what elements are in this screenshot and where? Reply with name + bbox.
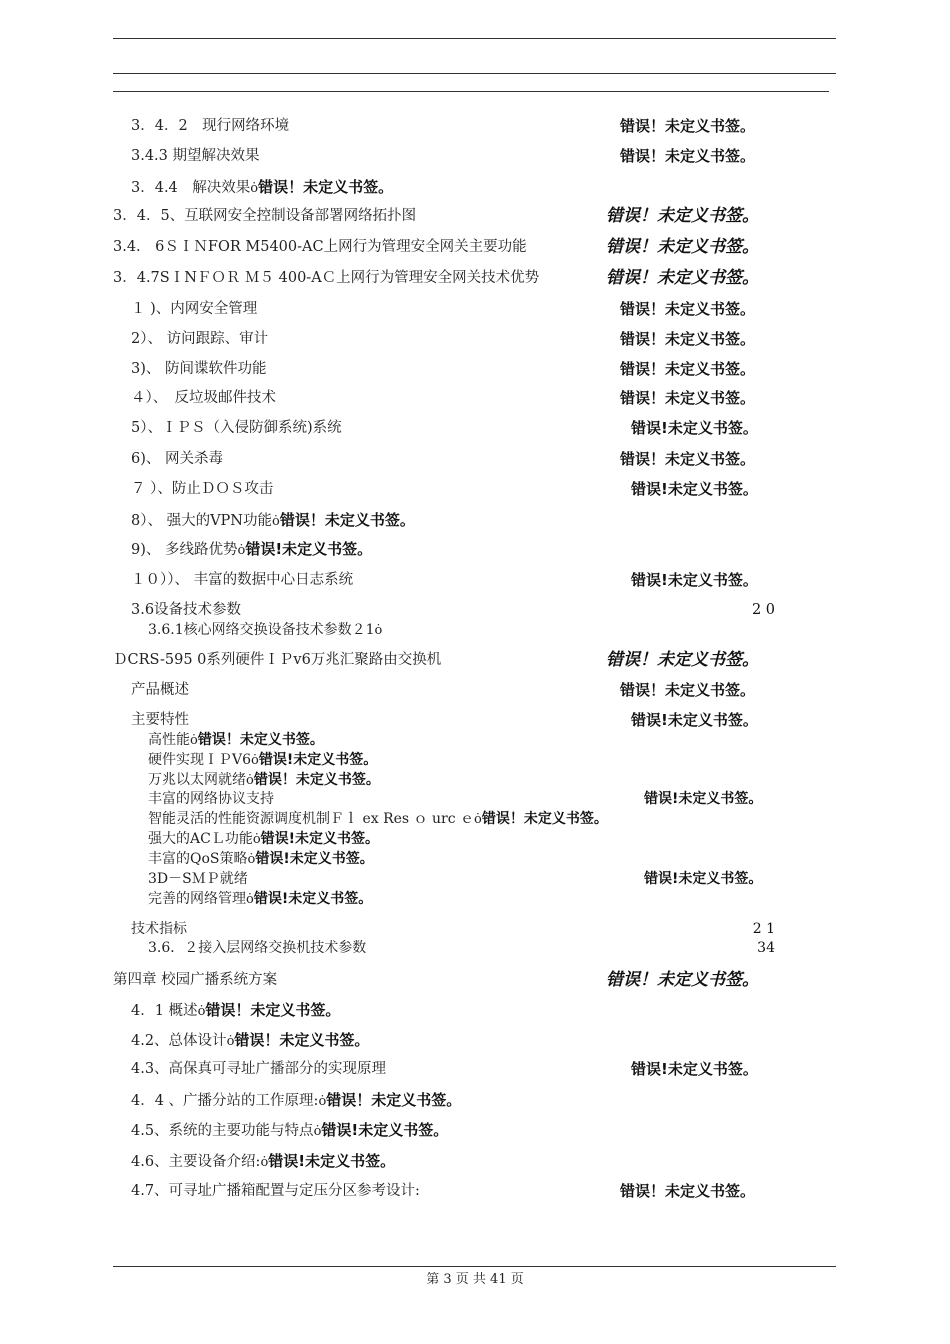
toc-entry-title: 强大的ACＬ功能ȯ错误!未定义书签。: [148, 831, 380, 847]
toc-entry-ref: 错误！未定义书签。: [253, 772, 380, 788]
toc-leader-glyph: ȯ: [250, 181, 259, 196]
toc-entry-ref: 错误！未定义书签。: [620, 330, 756, 348]
footer-rule: [113, 1266, 836, 1267]
toc-leader-glyph: ȯ: [313, 1124, 322, 1139]
toc-entry-title: 3)、 防间谍软件功能: [131, 361, 267, 377]
toc-entry[interactable]: [0, 599, 950, 621]
toc-entry[interactable]: [0, 115, 950, 137]
toc-entry[interactable]: [0, 448, 950, 470]
toc-entry-page-number: 2 0: [751, 602, 775, 618]
toc-entry-title: 3．4.7SＩNＦＯＲ Ｍ５ 400-AＣ上网行为管理安全网关技术优势: [113, 270, 540, 286]
toc-entry[interactable]: [0, 1089, 950, 1111]
toc-entry-title: 4．1 概述ȯ错误！未定义书签。: [131, 1001, 341, 1019]
toc-entry-title: 4.7、可寻址广播箱配置与定压分区参考设计:: [131, 1183, 420, 1199]
toc-entry-title: 丰富的QoS策略ȯ错误!未定义书签。: [148, 851, 374, 867]
toc-entry[interactable]: [0, 176, 950, 198]
toc-leader-glyph: ȯ: [246, 773, 254, 788]
toc-entry[interactable]: [0, 969, 950, 991]
toc-entry[interactable]: [0, 236, 950, 258]
toc-entry[interactable]: [0, 538, 950, 560]
toc-leader-glyph: ȯ: [252, 832, 261, 847]
toc-entry-ref: 错误!未定义书签。: [255, 851, 374, 867]
toc-entry-title: 产品概述: [131, 682, 189, 698]
toc-entry-title: 4.6、主要设备介绍:ȯ错误!未定义书签。: [131, 1152, 396, 1170]
toc-entry[interactable]: [0, 328, 950, 350]
toc-entry-ref: 错误！未定义书签。: [205, 1001, 341, 1019]
toc-entry-title: 4.2、总体设计ȯ错误！未定义书签。: [131, 1031, 370, 1049]
toc-entry[interactable]: [0, 478, 950, 500]
toc-leader-glyph: ȯ: [237, 543, 246, 558]
header-rule-mid: [113, 73, 836, 74]
toc-entry[interactable]: [0, 849, 950, 871]
toc-entry-title: １ )、内网安全管理: [131, 301, 258, 317]
toc-entry-ref: 错误！未定义书签。: [620, 450, 756, 468]
toc-entry-ref: 错误！未定义书签。: [620, 1182, 756, 1200]
toc-entry-title: 3D－SＭＰ就绪: [148, 871, 248, 887]
toc-entry-ref: 错误！未定义书签。: [620, 360, 756, 378]
toc-entry[interactable]: [0, 709, 950, 731]
toc-entry-title: 3.4. 6ＳＩＮFOR M5400-AC上网行为管理安全网关主要功能: [113, 239, 527, 255]
toc-entry-title: 万兆以太网就绪ȯ错误！未定义书签。: [148, 772, 380, 788]
toc-leader-glyph: ȯ: [318, 1094, 327, 1109]
toc-entry-ref: 错误！未定义书签。: [481, 811, 608, 827]
toc-entry-title: 主要特性: [131, 712, 189, 728]
toc-entry-ref: 错误!未定义书签。: [260, 831, 380, 847]
toc-leader-glyph: ȯ: [272, 514, 280, 529]
toc-entry[interactable]: [0, 569, 950, 591]
toc-entry-ref: 错误！未定义书签。: [606, 206, 759, 226]
toc-leader-glyph: ȯ: [260, 1155, 269, 1170]
toc-entry-title: 3.6．２接入层网络交换机技术参数: [148, 940, 367, 956]
toc-entry-ref: 错误！未定义书签。: [620, 681, 756, 699]
toc-entry-title: 4.3、高保真可寻址广播部分的实现原理: [131, 1061, 387, 1077]
toc-entry[interactable]: [0, 679, 950, 701]
toc-entry-title: 3.6.1核心网络交换设备技术参数２1ȯ: [148, 622, 383, 638]
toc-entry-ref: 错误!未定义书签。: [644, 791, 763, 807]
toc-entry-title: ４）、 反垃圾邮件技术: [131, 390, 276, 406]
header-rule-top: [113, 38, 836, 39]
toc-entry-ref: 错误！未定义书签。: [197, 732, 324, 748]
toc-entry-ref: 错误!未定义书签。: [258, 752, 378, 768]
toc-entry[interactable]: [0, 1180, 950, 1202]
toc-entry[interactable]: [0, 267, 950, 289]
toc-entry[interactable]: [0, 1058, 950, 1080]
toc-entry-ref: 错误!未定义书签。: [631, 571, 758, 589]
toc-entry-title: 4．4 、广播分站的工作原理:ȯ错误！未定义书签。: [131, 1091, 462, 1109]
page-footer: 第 3 页 共 41 页: [426, 1272, 524, 1287]
toc-entry-page-number: 2 1: [752, 921, 775, 937]
toc-entry-title: 智能灵活的性能资源调度机制Ｆｌ ex Res ｏ urc ｅȯ错误！未定义书签。: [148, 811, 608, 827]
toc-entry[interactable]: [0, 829, 950, 851]
toc-entry-title: ＤCRS-595 0系列硬件ＩＰv6万兆汇聚路由交换机: [113, 652, 442, 668]
toc-entry[interactable]: [0, 938, 950, 960]
toc-entry-title: 3.4.3 期望解决效果: [131, 148, 260, 164]
toc-entry[interactable]: [0, 730, 950, 752]
toc-entry-title: 第四章 校园广播系统方案: [113, 972, 278, 988]
toc-leader-glyph: ȯ: [251, 753, 259, 768]
toc-entry-title: 技术指标: [131, 921, 187, 937]
toc-entry[interactable]: [0, 750, 950, 772]
toc-entry-title: 丰富的网络协议支持: [148, 791, 274, 807]
toc-entry-ref: 错误！未定义书签。: [326, 1091, 462, 1109]
toc-entry-ref: 错误！未定义书签。: [606, 650, 759, 670]
toc-entry[interactable]: [0, 999, 950, 1021]
toc-leader-glyph: ȯ: [226, 1034, 235, 1049]
toc-entry[interactable]: [0, 1029, 950, 1051]
toc-entry[interactable]: [0, 1119, 950, 1141]
toc-entry-title: 4.5、系统的主要功能与特点ȯ错误!未定义书签。: [131, 1121, 449, 1139]
toc-entry[interactable]: [0, 649, 950, 671]
toc-entry-ref: 错误！未定义书签。: [606, 237, 759, 257]
toc-entry[interactable]: [0, 889, 950, 911]
toc-entry[interactable]: [0, 1150, 950, 1172]
toc-entry-ref: 错误！未定义书签。: [620, 389, 756, 407]
toc-entry-ref: 错误！未定义书签。: [234, 1031, 370, 1049]
toc-entry-title: 3．4．2 现行网络环境: [131, 118, 290, 134]
toc-entry-ref: 错误！未定义书签。: [279, 511, 415, 529]
toc-entry-title: 8）、 强大的VPN功能ȯ错误！未定义书签。: [131, 511, 415, 529]
toc-entry[interactable]: [0, 145, 950, 167]
toc-entry-ref: 错误！未定义书签。: [620, 300, 756, 318]
toc-leader-glyph: ȯ: [474, 812, 482, 827]
toc-entry-ref: 错误!未定义书签。: [245, 540, 373, 558]
toc-entry-title: 完善的网络管理ȯ错误!未定义书签。: [148, 891, 373, 907]
header-rule-low: [113, 91, 829, 92]
toc-entry-ref: 错误！未定义书签。: [606, 970, 759, 990]
toc-entry[interactable]: [0, 387, 950, 409]
toc-entry-title: 硬件实现ＩＰV6ȯ错误!未定义书签。: [148, 752, 378, 768]
toc-entry-title: 3．4．5、互联网安全控制设备部署网络拓扑图: [113, 208, 417, 224]
toc-entry[interactable]: [0, 620, 950, 642]
toc-entry-title: 9)、 多线路优势ȯ错误!未定义书签。: [131, 540, 373, 558]
toc-leader-glyph: ȯ: [246, 892, 254, 907]
toc-entry[interactable]: [0, 869, 950, 891]
toc-entry-title: 高性能ȯ错误！未定义书签。: [148, 732, 324, 748]
toc-entry-page-number: 34: [757, 940, 775, 956]
toc-entry-title: 6)、 网关杀毒: [131, 451, 223, 467]
toc-leader-glyph: ȯ: [374, 623, 383, 638]
toc-leader-glyph: ȯ: [197, 1004, 206, 1019]
toc-entry-ref: 错误!未定义书签。: [268, 1152, 396, 1170]
toc-entry-title: １０））、 丰富的数据中心日志系统: [131, 572, 354, 588]
toc-entry-ref: 错误!未定义书签。: [631, 419, 758, 437]
toc-entry-ref: 错误!未定义书签。: [253, 891, 373, 907]
toc-entry[interactable]: [0, 298, 950, 320]
toc-leader-glyph: ȯ: [190, 733, 198, 748]
toc-entry-ref: 错误!未定义书签。: [644, 871, 763, 887]
toc-entry-ref: 错误！未定义书签。: [606, 268, 759, 288]
toc-entry-title: 2）、 访问跟踪、审计: [131, 331, 269, 347]
toc-entry-ref: 错误！未定义书签。: [620, 117, 756, 135]
toc-entry-ref: 错误!未定义书签。: [631, 1060, 758, 1078]
toc-leader-glyph: ȯ: [247, 852, 256, 867]
toc-entry-title: 5）、ＩＰＳ（入侵防御系统)系统: [131, 420, 342, 436]
toc-entry[interactable]: [0, 358, 950, 380]
toc-entry-ref: 错误！未定义书签。: [258, 178, 394, 196]
toc-entry-ref: 错误!未定义书签。: [321, 1121, 449, 1139]
toc-entry-ref: 错误!未定义书签。: [631, 480, 758, 498]
toc-entry[interactable]: [0, 809, 950, 831]
toc-entry-title: ７ ）、防止ＤＯＳ攻击: [131, 481, 274, 497]
toc-entry[interactable]: [0, 417, 950, 439]
toc-entry-ref: 错误！未定义书签。: [620, 147, 756, 165]
toc-entry[interactable]: [0, 509, 950, 531]
toc-entry-title: 3.6设备技术参数: [131, 602, 242, 618]
toc-entry[interactable]: [0, 789, 950, 811]
toc-entry-title: 3．4.4 解决效果ȯ错误！未定义书签。: [131, 178, 394, 196]
toc-entry-ref: 错误!未定义书签。: [631, 711, 758, 729]
toc-entry[interactable]: [0, 205, 950, 227]
